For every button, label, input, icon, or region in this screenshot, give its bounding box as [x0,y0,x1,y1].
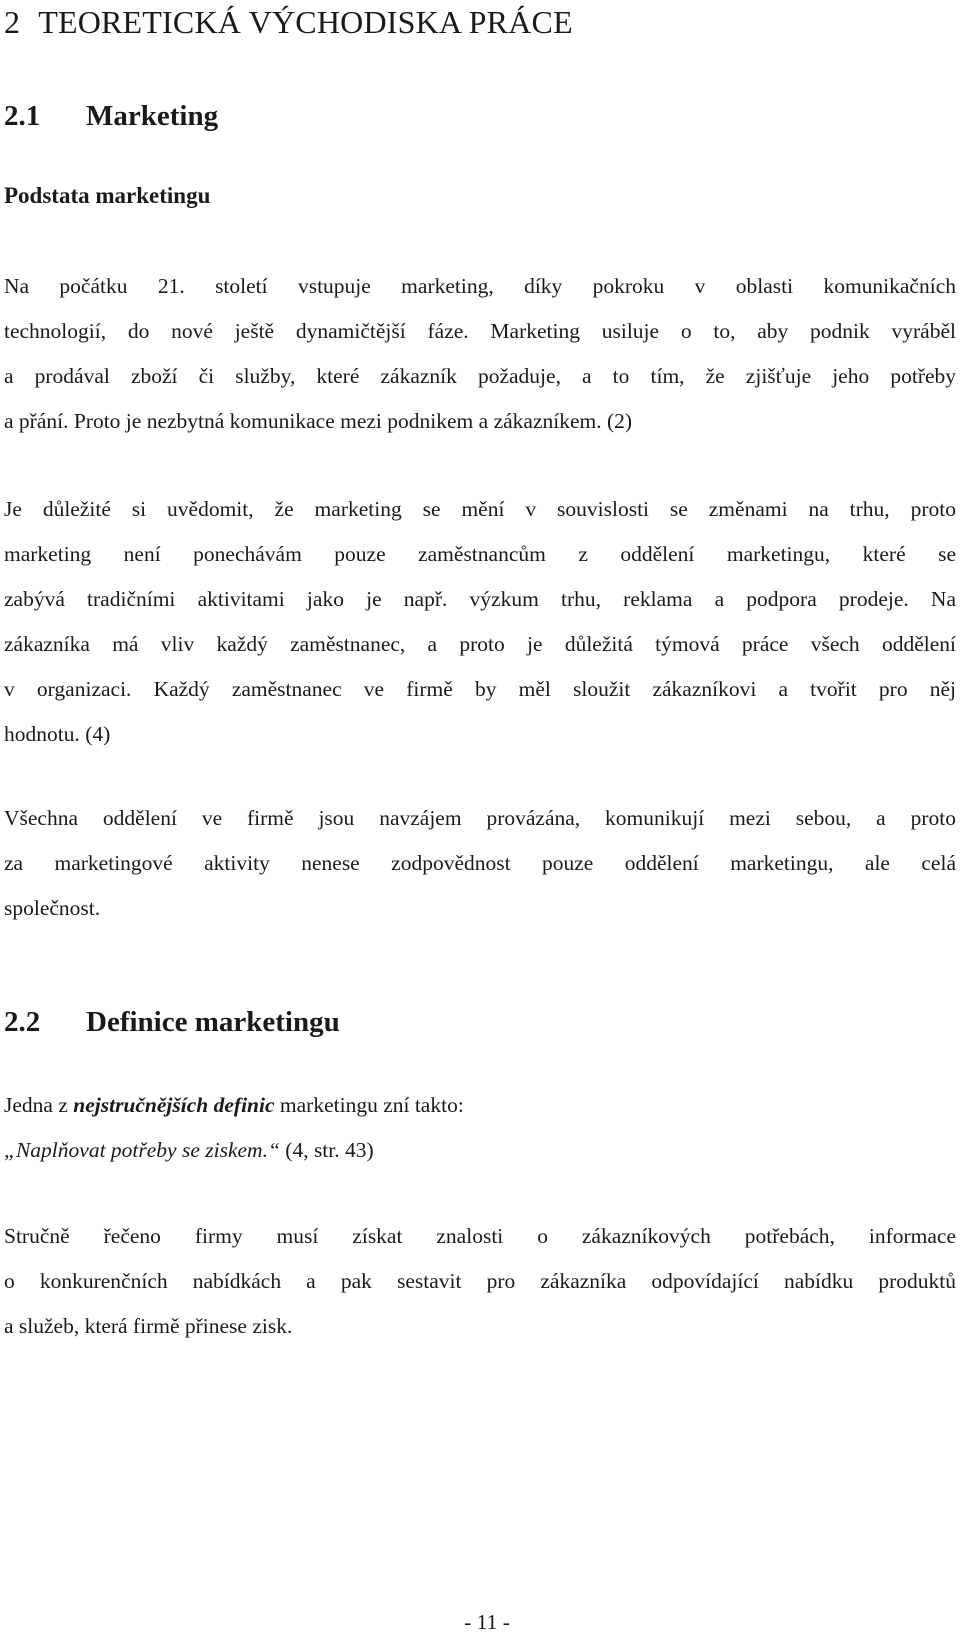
paragraph-line: zabývá tradičními aktivitami jako je např. výzkum trhu, reklama a podpora prodeje. Na [4,587,956,611]
section-heading-definice [4,1002,956,1042]
paragraph-line: Všechna oddělení ve firmě jsou navzájem provázána, komunikují mezi sebou, a proto [4,806,956,830]
intro-text-end: marketingu zní takto: [274,1093,464,1117]
intro-emphasis: nejstručnějších definic [73,1093,275,1117]
paragraph-line: Je důležité si uvědomit, že marketing se mění v souvislosti se změnami na trhu, proto [4,497,956,521]
definition-quote [4,1128,956,1173]
section-title: Marketing [86,100,219,132]
page-number: - 11 - [464,1610,510,1634]
section-title: Definice marketingu [86,1006,340,1038]
definition-intro [4,1083,956,1173]
paragraph-line: a prodával zboží či služby, které zákazník požaduje, a to tím, že zjišťuje jeho potřeby [4,364,956,388]
intro-text: Jedna z [4,1093,74,1117]
paragraph-line: za marketingové aktivity nenese zodpovědnost pouze oddělení marketingu, ale celá [4,851,956,875]
paragraph-summary [4,1214,956,1349]
paragraph-line: a služeb, která firmě přinese zisk. [4,1314,293,1338]
paragraph-line: Stručně řečeno firmy musí získat znalosti o zákazníkových potřebách, informace [4,1224,956,1248]
paragraph-line: zákazníka má vliv každý zaměstnanec, a proto je důležitá týmová práce všech oddělení [4,632,956,656]
paragraph-line: marketing není ponechávám pouze zaměstnancům z oddělení marketingu, které se [4,542,956,566]
quote-text: „Naplňovat potřeby se ziskem.“ [4,1138,280,1162]
section-heading-marketing [4,96,956,136]
paragraph-line: Na počátku 21. století vstupuje marketing, díky pokroku v oblasti komunikačních [4,274,956,298]
paragraph-line: technologií, do nové ještě dynamičtější fáze. Marketing usiluje o to, aby podnik vyráběl [4,319,956,343]
chapter-title: TEORETICKÁ VÝCHODISKA PRÁCE [38,4,573,40]
paragraph-line: a přání. Proto je nezbytná komunikace mezi podnikem a zákazníkem. (2) [4,409,633,433]
page-footer [0,1607,960,1637]
paragraph-line: v organizaci. Každý zaměstnanec ve firmě by měl sloužit zákazníkovi a tvořit pro něj [4,677,956,701]
subheading-podstata: Podstata marketingu [4,183,211,208]
paragraph-line [4,1083,956,1128]
section-number: 2.1 [4,100,41,132]
chapter-heading [4,0,956,44]
quote-source: (4, str. 43) [279,1138,374,1162]
paragraph-line: hodnotu. (4) [4,722,111,746]
paragraph-importance [4,487,956,757]
paragraph-intro [4,264,956,444]
paragraph-line: společnost. [4,896,101,920]
section-number: 2.2 [4,1006,41,1038]
paragraph-departments [4,796,956,931]
chapter-number: 2 [4,4,21,40]
paragraph-line: o konkurenčních nabídkách a pak sestavit pro zákazníka odpovídající nabídku produktů [4,1269,956,1293]
